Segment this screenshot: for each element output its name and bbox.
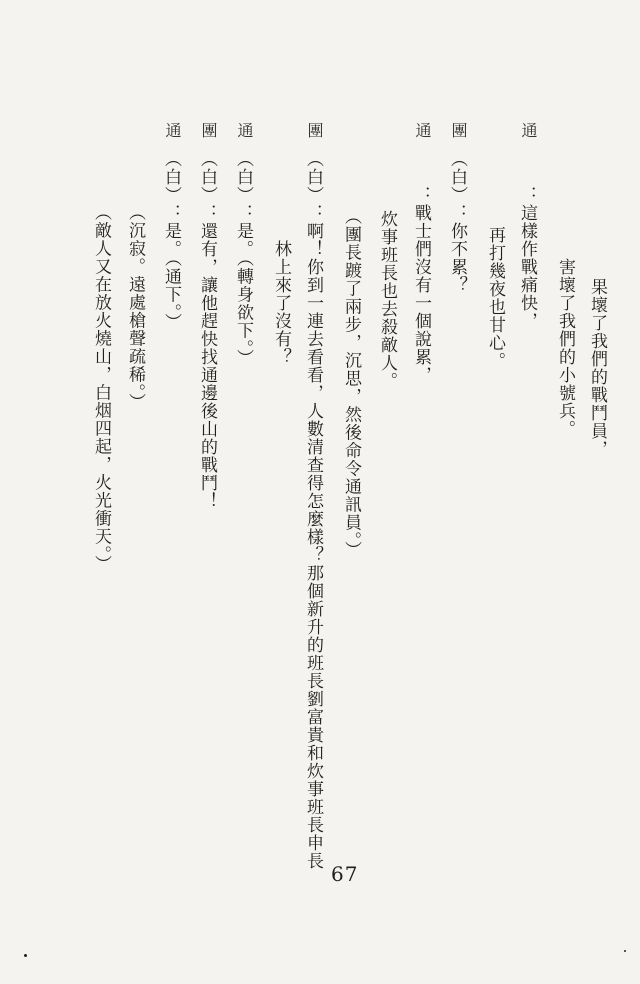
text-column-11: （白）：是。（轉身欲下。） xyxy=(233,150,253,367)
text-column-2: 害壞了我們的小號兵。 xyxy=(555,60,575,438)
text-column-15: （敵人又在放火燒山，白烟四起，火光衝天。） xyxy=(91,140,111,573)
text-column-5: （白）：你不累？ xyxy=(447,150,467,294)
text-column-13: （白）：是。（通下。） xyxy=(161,150,181,331)
text-column-3: ：這樣作戰痛快， xyxy=(517,186,537,330)
page-number: 67 xyxy=(331,862,359,886)
text-column-6: ：戰士們沒有一個說累， xyxy=(411,186,431,384)
speaker-label-6: 團 xyxy=(199,122,218,139)
speaker-label-7: 通 xyxy=(163,122,182,139)
text-column-4: 再打幾夜也甘心。 xyxy=(485,10,505,370)
text-column-1: 果壞了我們的戰鬥員， xyxy=(587,44,607,458)
text-column-8: （團長踱了兩步，沉思，然後命令通訊員。） xyxy=(341,90,361,559)
text-column-14: （沉寂。遠處槍聲疏稀。） xyxy=(125,140,145,411)
text-column-7: 炊事班長也去殺敵人。 xyxy=(377,48,397,390)
speaker-label-2: 團 xyxy=(449,122,468,139)
speaker-label-5: 通 xyxy=(235,122,254,139)
scan-speck xyxy=(624,950,626,952)
text-column-10: 林上來了沒有？ xyxy=(271,150,291,366)
text-column-12: （白）：還有，讓他趕快找通邊後山的戰鬥！ xyxy=(197,150,217,510)
text-column-9: （白）：啊！你到一連去看看，人數清查得怎麼樣？那個新升的班長劉富貴和炊事班長申長 xyxy=(303,150,323,870)
speaker-label-4: 團 xyxy=(305,122,324,139)
speaker-label-3: 通 xyxy=(413,122,432,139)
speaker-label-1: 通 xyxy=(519,122,538,139)
scan-speck xyxy=(24,954,27,957)
